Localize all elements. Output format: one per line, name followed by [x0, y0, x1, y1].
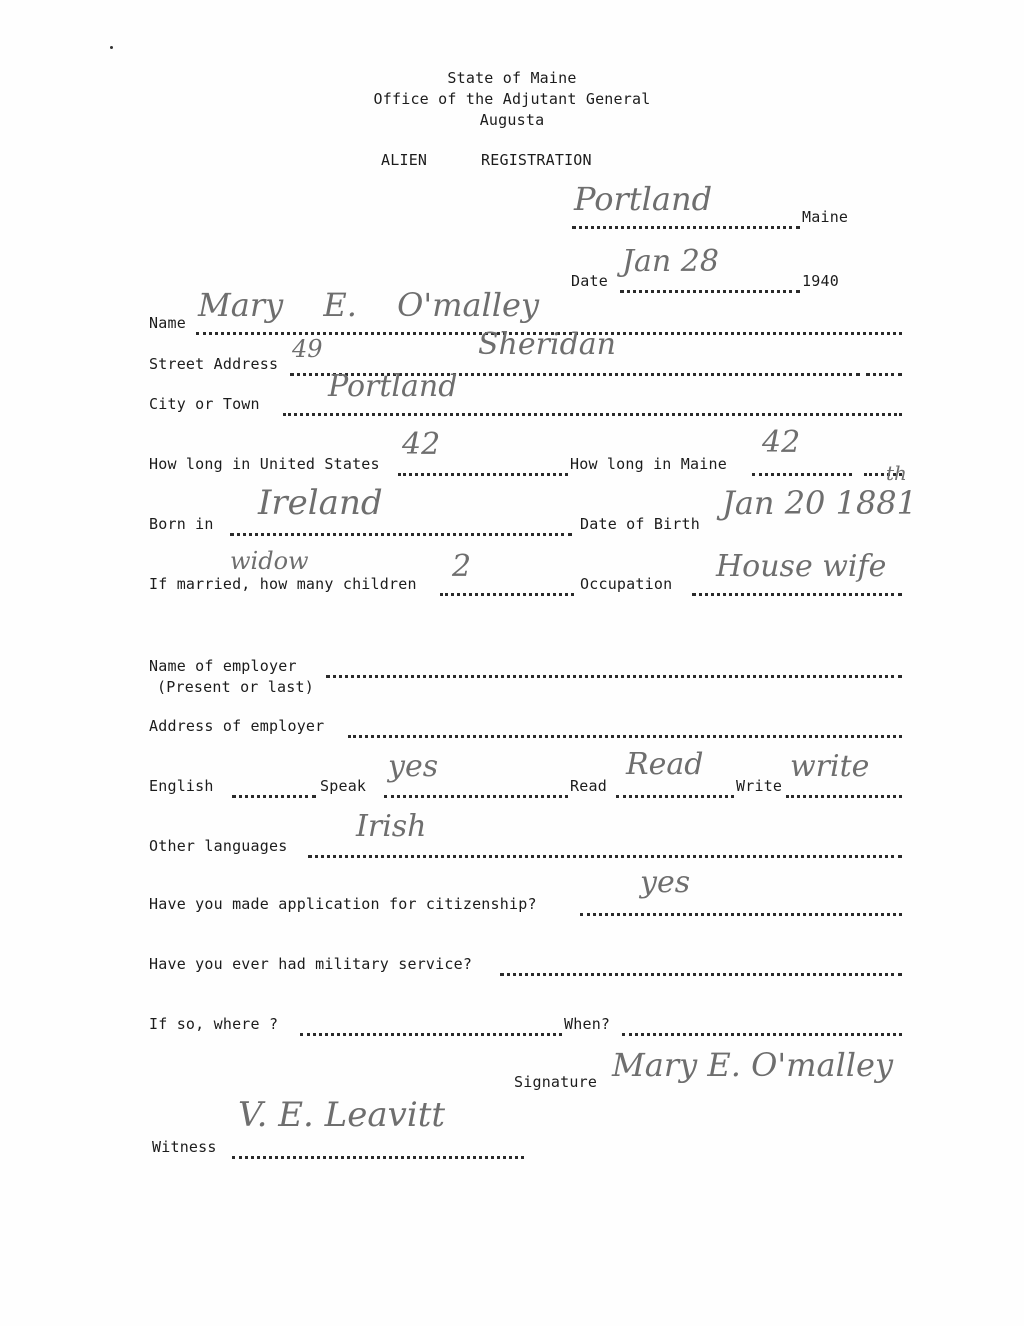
- where-dots: [300, 1015, 562, 1036]
- children-handwritten: 2: [452, 549, 472, 584]
- military-line: [0, 955, 1024, 979]
- english-line: [0, 777, 1024, 801]
- signature-label: Signature: [514, 1073, 598, 1091]
- witness-handwritten: V. E. Leavitt: [238, 1095, 446, 1135]
- place-suffix: Maine: [802, 208, 849, 226]
- employer-sublabel: (Present or last): [157, 678, 314, 696]
- children-label: If married, how many children: [149, 575, 417, 593]
- header-office: Office of the Adjutant General: [373, 90, 651, 108]
- citizenship-label: Have you made application for citizenship?: [149, 895, 537, 913]
- occupation-label: Occupation: [580, 575, 673, 593]
- maine-handwritten: 42: [762, 425, 801, 460]
- read-label: Read: [570, 777, 607, 795]
- employer-address-line: [0, 717, 1024, 741]
- born-label: Born in: [149, 515, 214, 533]
- city-handwritten: Portland: [328, 369, 458, 404]
- date-handwritten: Jan 28: [622, 244, 719, 279]
- speak-label: Speak: [320, 777, 367, 795]
- name-handwritten: Mary E. O'malley: [198, 286, 540, 324]
- witness-line: [0, 1138, 1024, 1162]
- dob-suffix: th: [886, 461, 907, 485]
- street-name-handwritten: Sheridan: [478, 327, 616, 362]
- when-label: When?: [564, 1015, 611, 1033]
- maine-label: How long in Maine: [570, 455, 727, 473]
- employer-address-label: Address of employer: [149, 717, 325, 735]
- occupation-handwritten: House wife: [716, 549, 887, 584]
- citizenship-dots: [580, 895, 902, 916]
- other-languages-label: Other languages: [149, 837, 288, 855]
- city-label: City or Town: [149, 395, 260, 413]
- employer-dots: [326, 657, 902, 678]
- military-dots: [500, 955, 902, 976]
- where-line: [0, 1015, 1024, 1039]
- witness-dots: [232, 1138, 524, 1159]
- header-city: Augusta: [479, 111, 545, 129]
- when-dots: [622, 1015, 902, 1036]
- speak-handwritten: yes: [388, 749, 439, 784]
- header-alien: ALIEN: [381, 151, 428, 169]
- header-state: State of Maine: [447, 69, 577, 87]
- dob-handwritten: Jan 20 1881: [722, 484, 918, 522]
- date-year: 1940: [802, 272, 839, 290]
- us-handwritten: 42: [402, 427, 441, 462]
- citizenship-handwritten: yes: [640, 865, 691, 900]
- signature-handwritten: Mary E. O'malley: [612, 1046, 894, 1084]
- date-label: Date: [571, 272, 608, 290]
- stray-mark: [110, 46, 113, 49]
- born-handwritten: Ireland: [258, 483, 383, 523]
- read-handwritten: Read: [626, 747, 704, 782]
- other-languages-line: [0, 837, 1024, 861]
- other-languages-handwritten: Irish: [356, 809, 427, 844]
- place-line: [0, 208, 1024, 232]
- header-registration: REGISTRATION: [481, 151, 592, 169]
- write-handwritten: write: [790, 749, 870, 784]
- place-handwritten: Portland: [574, 180, 713, 218]
- military-label: Have you ever had military service?: [149, 955, 473, 973]
- english-label: English: [149, 777, 214, 795]
- us-label: How long in United States: [149, 455, 380, 473]
- english-dots: [232, 777, 316, 798]
- city-line: [0, 395, 1024, 419]
- employer-line: [0, 657, 1024, 681]
- witness-label: Witness: [152, 1138, 217, 1156]
- street-number-handwritten: 49: [292, 335, 323, 363]
- street-dots-end: [866, 355, 902, 376]
- dob-label: Date of Birth: [580, 515, 700, 533]
- residence-line: [0, 455, 1024, 479]
- write-label: Write: [736, 777, 783, 795]
- employer-label: Name of employer: [149, 657, 297, 675]
- citizenship-line: [0, 895, 1024, 919]
- name-label: Name: [149, 314, 186, 332]
- married-note-handwritten: widow: [230, 547, 309, 575]
- street-label: Street Address: [149, 355, 279, 373]
- where-label: If so, where ?: [149, 1015, 279, 1033]
- employer-address-dots: [348, 717, 902, 738]
